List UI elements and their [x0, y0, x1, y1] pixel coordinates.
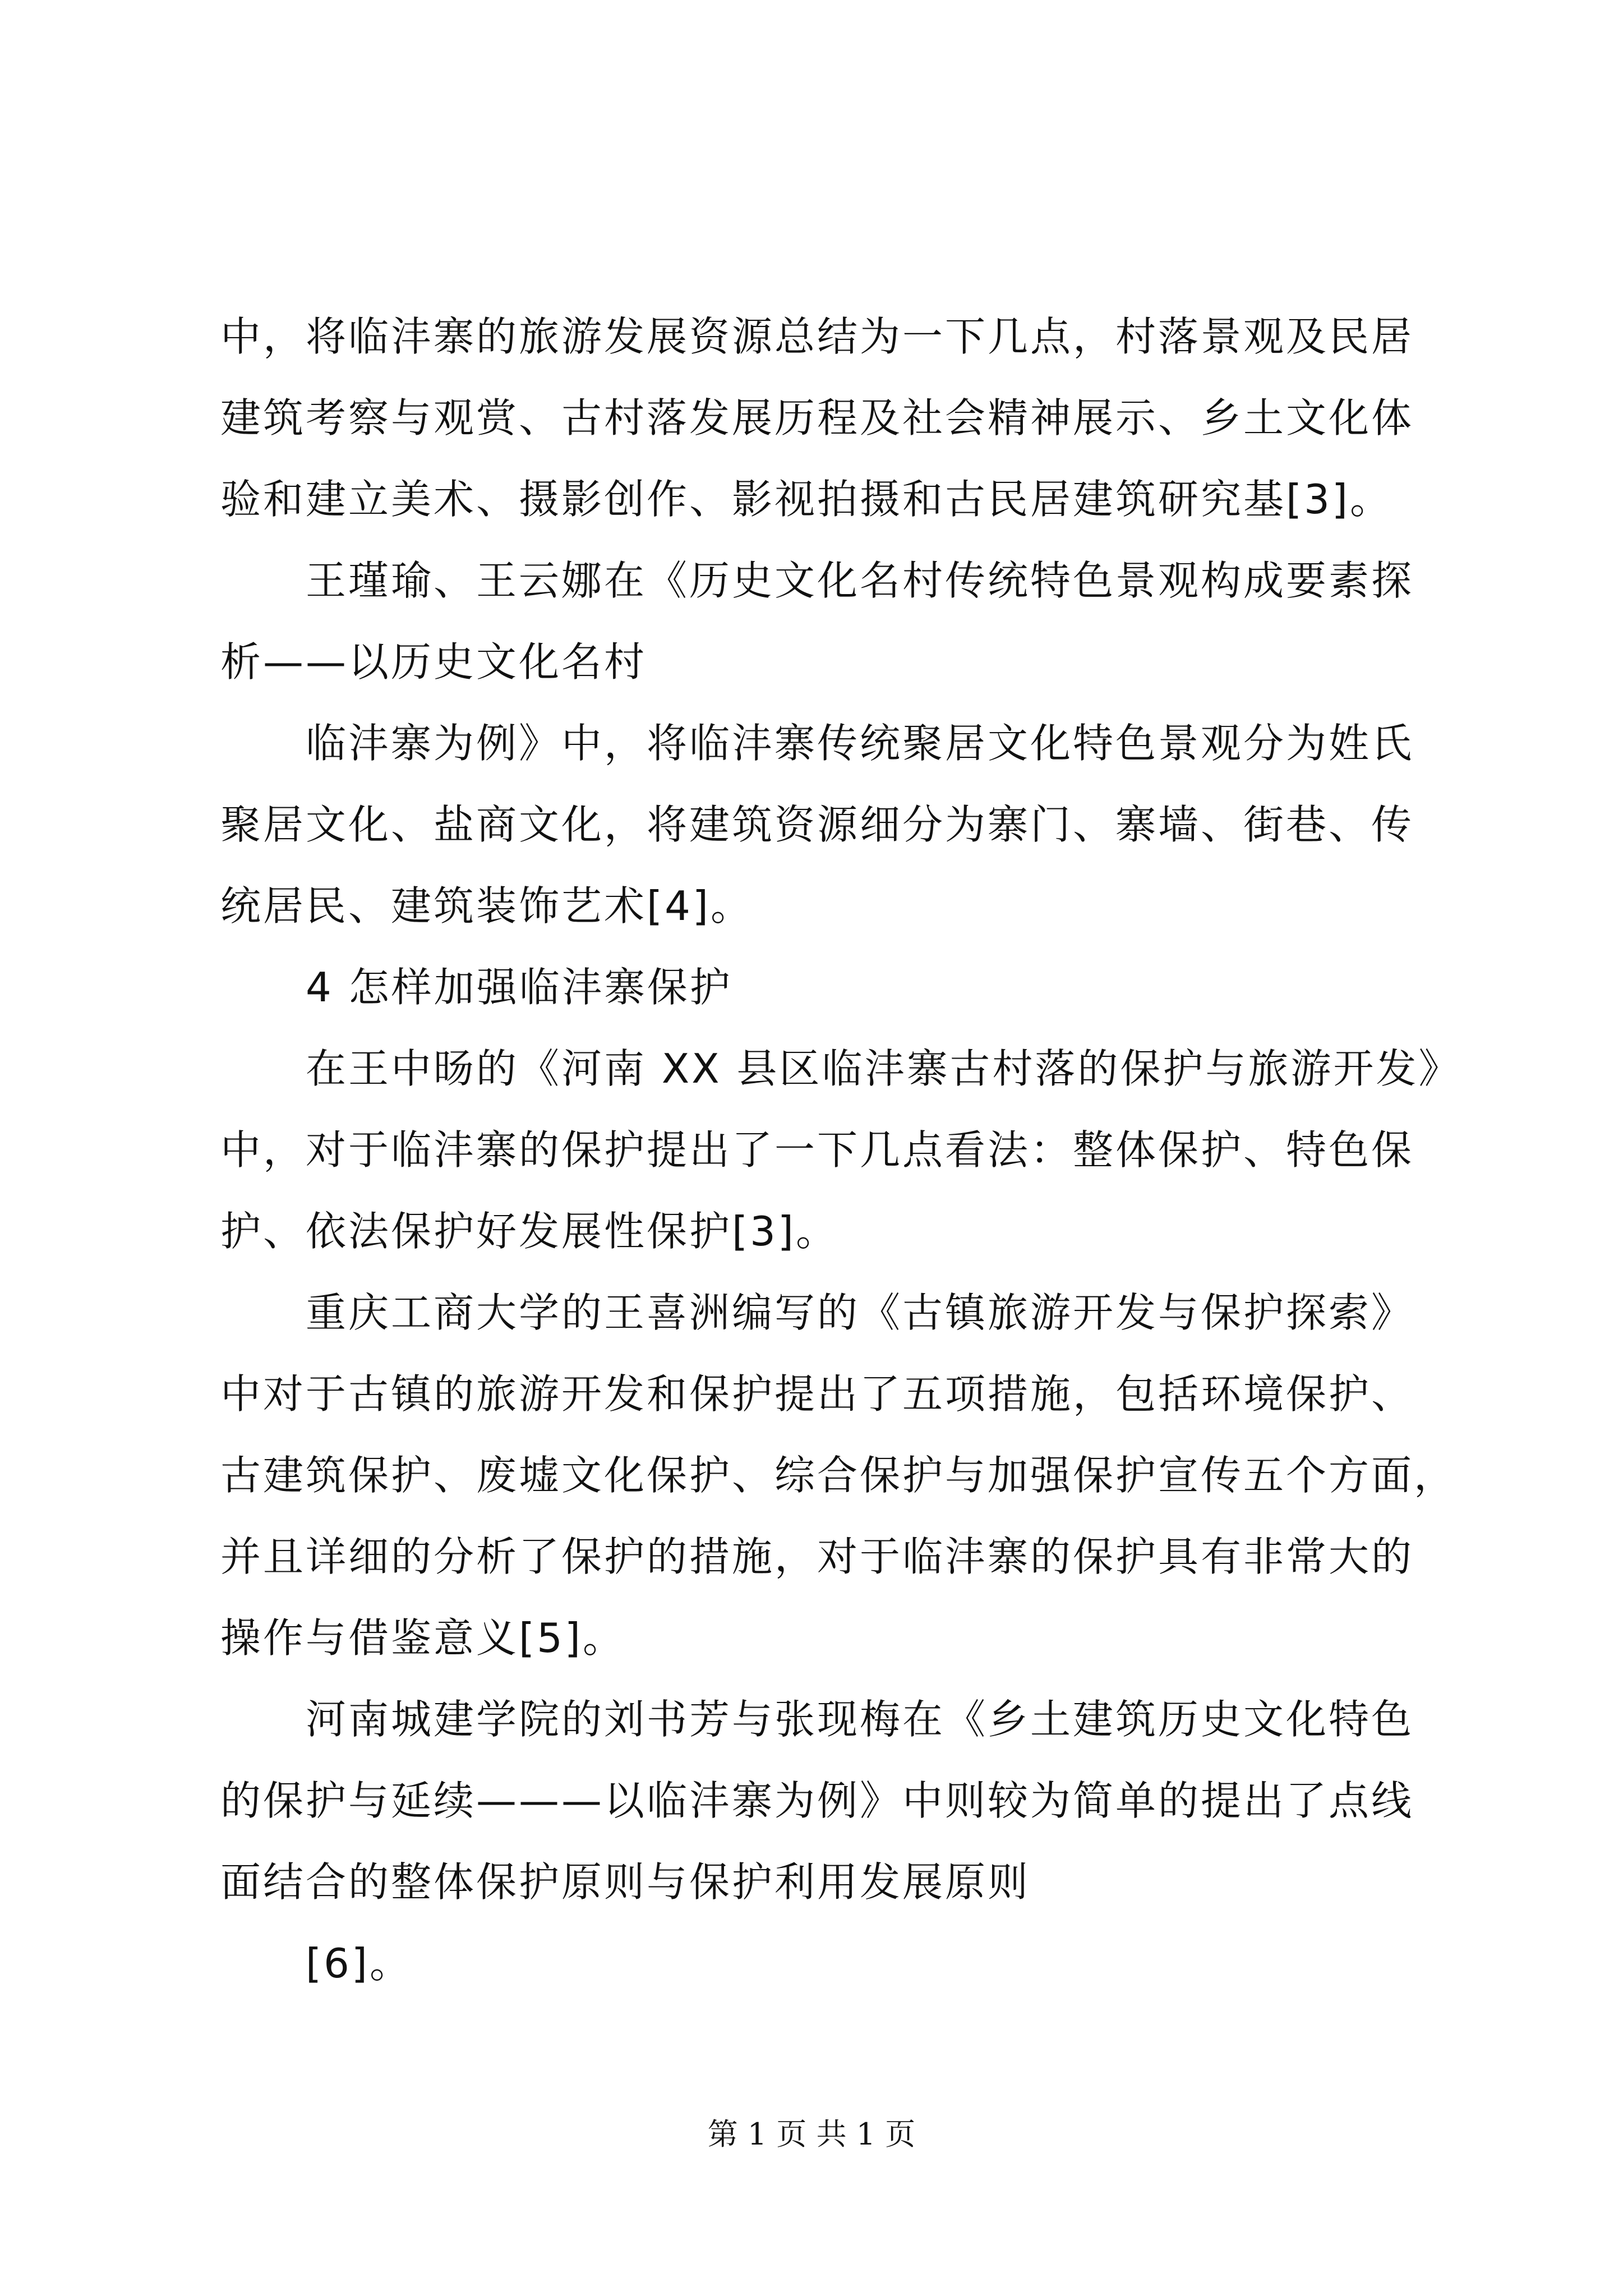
- body-line: 护、依法保护好发展性保护[3]。: [220, 1208, 838, 1255]
- body-line: 重庆工商大学的王喜洲编写的《古镇旅游开发与保护探索》: [306, 1289, 1414, 1336]
- body-line: 析——以历史文化名村: [220, 638, 647, 685]
- body-line: 临沣寨为例》中，将临沣寨传统聚居文化特色景观分为姓氏: [306, 720, 1414, 767]
- body-line: 古建筑保护、废墟文化保护、综合保护与加强保护宣传五个方面，: [220, 1452, 1457, 1499]
- body-line: 验和建立美术、摄影创作、影视拍摄和古民居建筑研究基[3]。: [220, 476, 1393, 523]
- body-line: 操作与借鉴意义[5]。: [220, 1614, 625, 1662]
- body-line: 河南城建学院的刘书芳与张现梅在《乡土建筑历史文化特色: [306, 1696, 1414, 1743]
- body-line: 王瑾瑜、王云娜在《历史文化名村传统特色景观构成要素探: [306, 557, 1414, 604]
- section-heading: 4 怎样加强临沣寨保护: [306, 964, 732, 1011]
- body-line: 并且详细的分析了保护的措施，对于临沣寨的保护具有非常大的: [220, 1533, 1414, 1580]
- body-line: 建筑考察与观赏、古村落发展历程及社会精神展示、乡土文化体: [220, 394, 1414, 441]
- body-line: 中，对于临沣寨的保护提出了一下几点看法：整体保护、特色保: [220, 1126, 1414, 1174]
- body-line: 中对于古镇的旅游开发和保护提出了五项措施，包括环境保护、: [220, 1370, 1414, 1418]
- page-footer: 第 1 页 共 1 页: [707, 2116, 916, 2152]
- body-line: 的保护与延续———以临沣寨为例》中则较为简单的提出了点线: [220, 1777, 1414, 1824]
- body-line: 在王中旸的《河南 XX 县区临沣寨古村落的保护与旅游开发》: [306, 1045, 1461, 1092]
- body-line: 面结合的整体保护原则与保护利用发展原则: [220, 1858, 1031, 1906]
- body-line: 聚居文化、盐商文化，将建筑资源细分为寨门、寨墙、街巷、传: [220, 801, 1414, 848]
- body-line: 中，将临沣寨的旅游发展资源总结为一下几点，村落景观及民居: [220, 313, 1414, 360]
- body-line: 统居民、建筑装饰艺术[4]。: [220, 882, 753, 930]
- body-line: [6]。: [306, 1940, 412, 1987]
